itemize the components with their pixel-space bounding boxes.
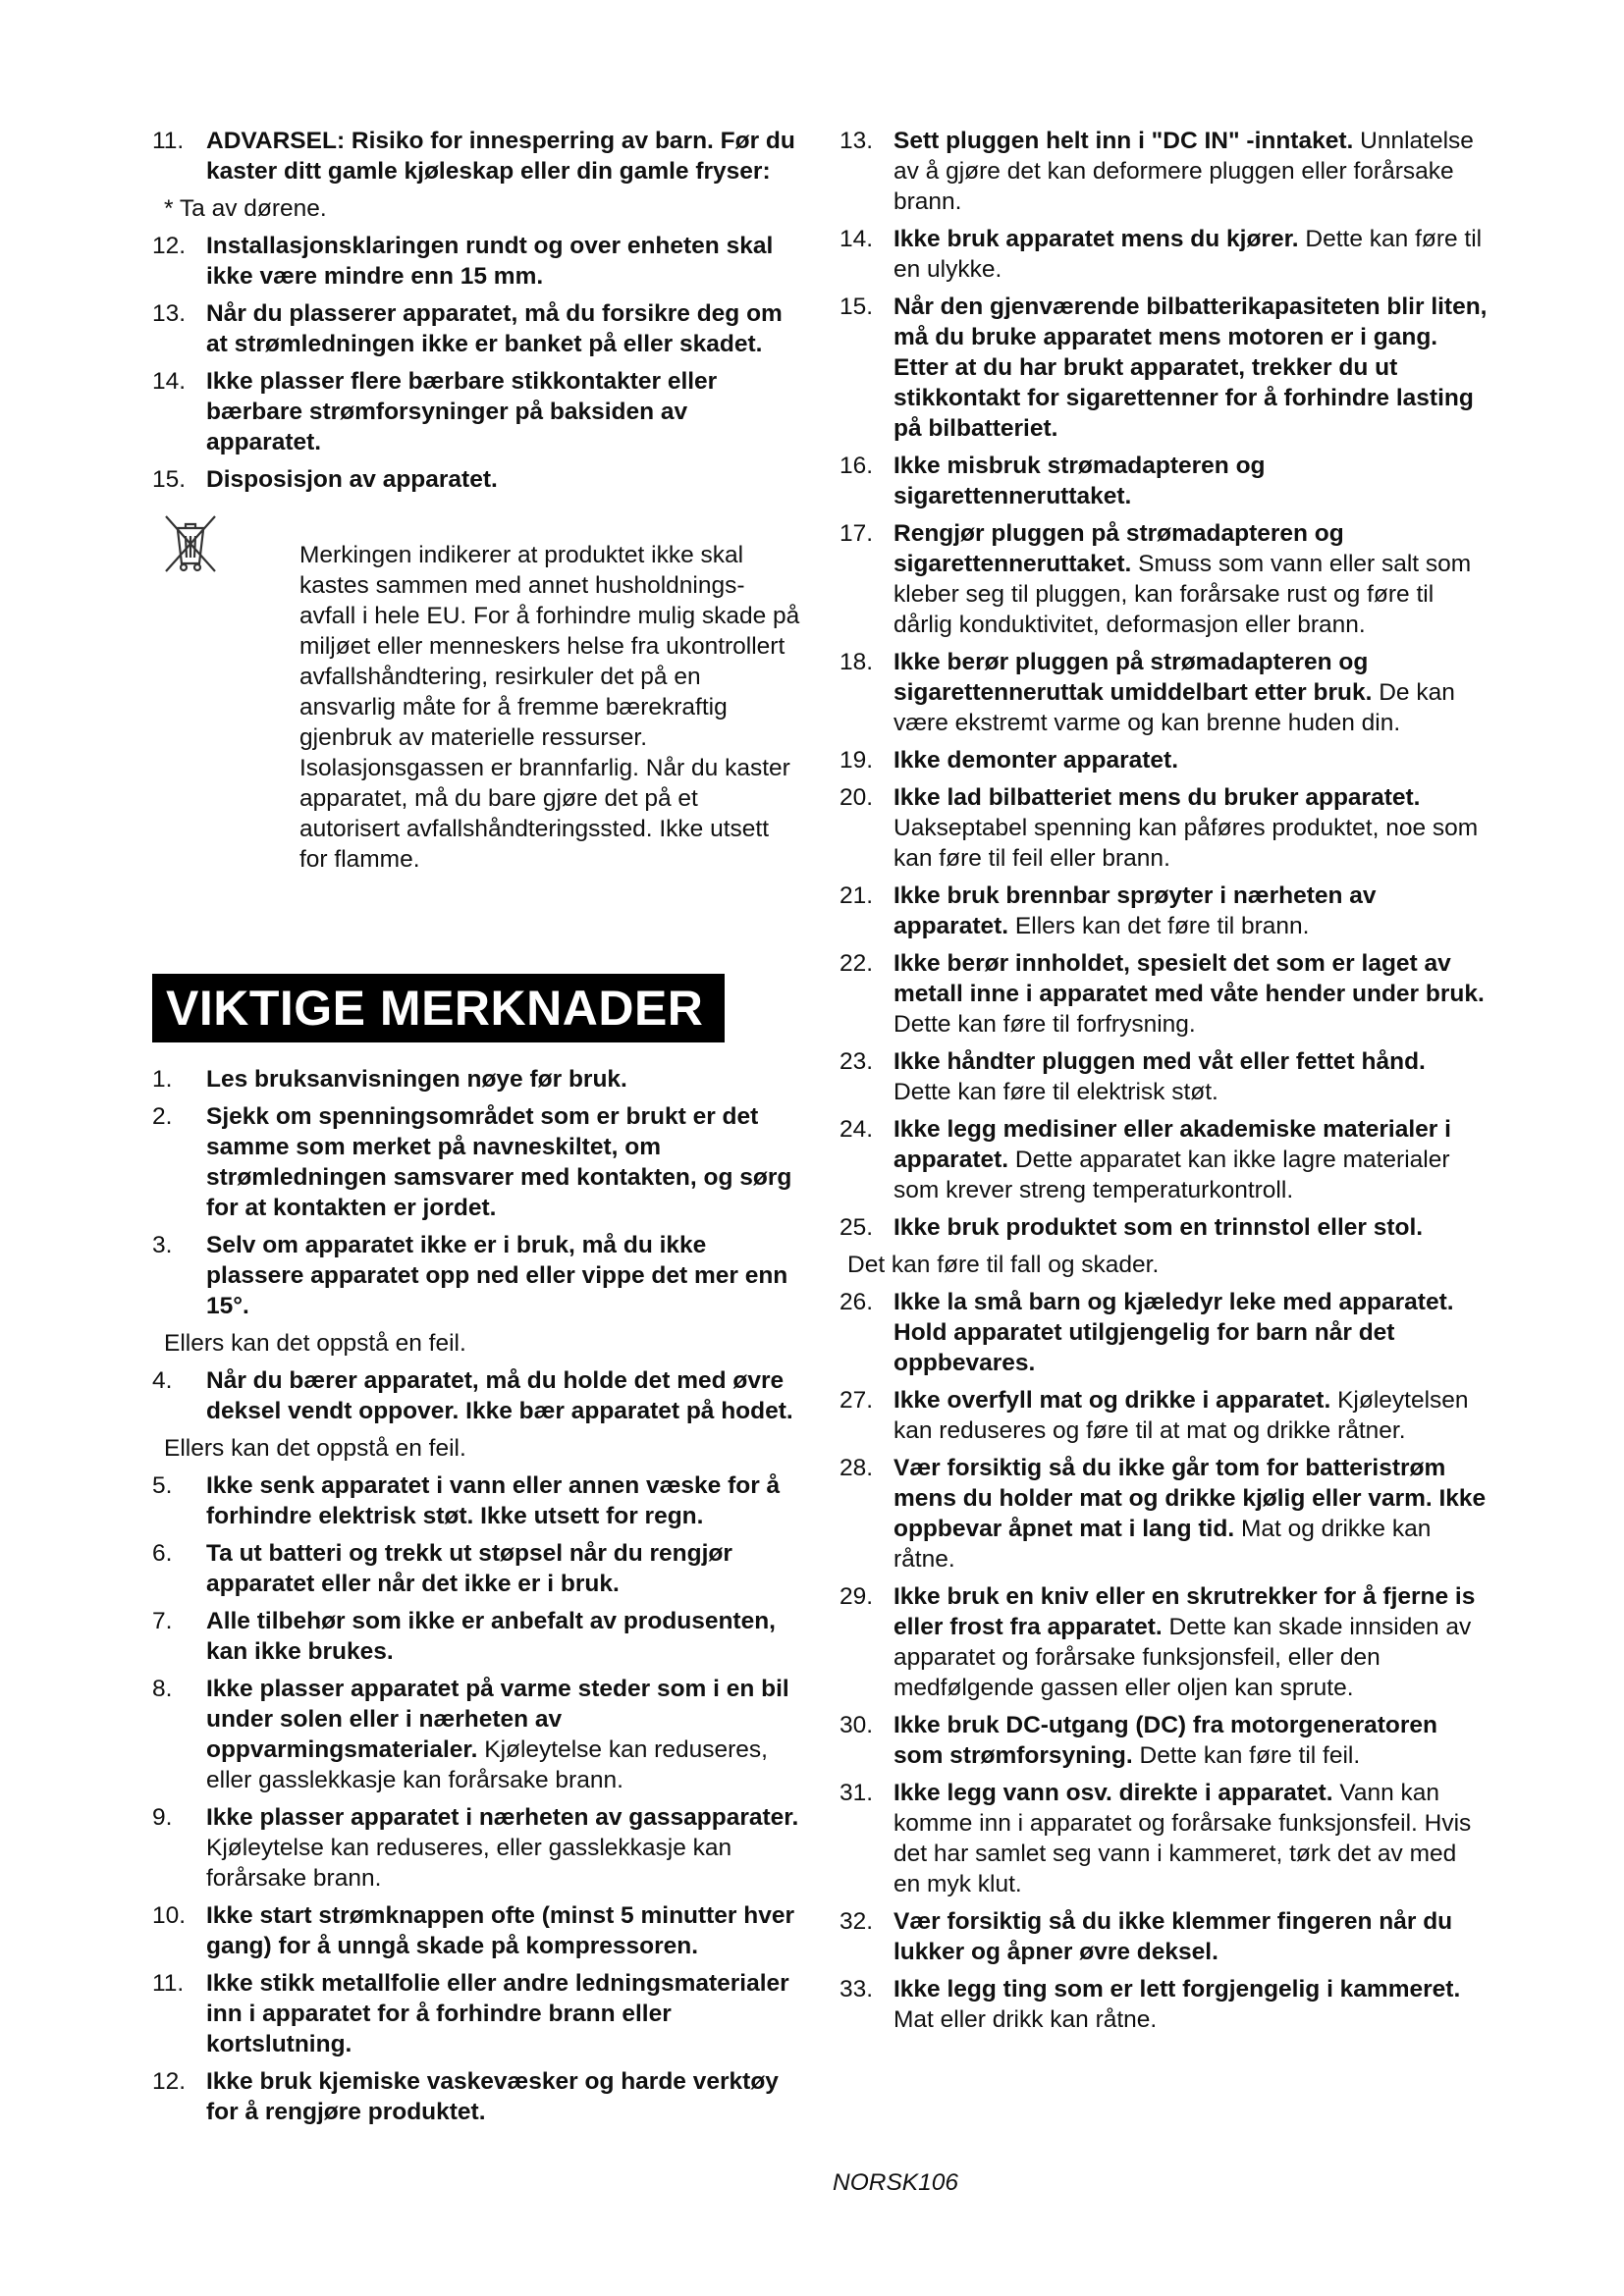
item-number: 23. bbox=[839, 1048, 874, 1075]
item-number: 19. bbox=[839, 747, 874, 774]
list-item bbox=[839, 126, 1488, 217]
item-number: 12. bbox=[152, 2068, 187, 2095]
item-number: 21. bbox=[839, 882, 874, 909]
item-bold-text: Ikke bruk DC-utgang (DC) fra motorgeneratoren som strømforsyning. bbox=[893, 1712, 1438, 1769]
item-number: 13. bbox=[152, 300, 187, 327]
list-item bbox=[152, 1064, 800, 1095]
list-item bbox=[152, 1968, 800, 2059]
item-plain-text: Smuss som vann eller salt som kleber seg til pluggen, kan forårsake rust og føre til dårlig konduktivitet, deformasjon eller brann. bbox=[893, 551, 1472, 638]
item-number: 6. bbox=[152, 1540, 173, 1567]
item-bold-text: Vær forsiktig så du ikke klemmer fingeren når du lukker og åpner øvre deksel. bbox=[893, 1908, 1453, 1965]
list-item bbox=[839, 1385, 1488, 1446]
list-item bbox=[152, 1230, 800, 1321]
list-item bbox=[839, 1046, 1488, 1107]
list-item bbox=[152, 2066, 800, 2127]
item-plain-text: Unnlatelse av å gjøre det kan deformere pluggen eller forårsake brann. bbox=[893, 128, 1474, 215]
item-number: 32. bbox=[839, 1908, 874, 1935]
list-note: Ellers kan det oppstå en feil. bbox=[164, 1435, 466, 1462]
item-number: 11. bbox=[152, 1970, 185, 1997]
item-bold-text: Disposisjon av apparatet. bbox=[206, 466, 498, 493]
item-bold-text: Ikke legg medisiner eller akademiske materialer i apparatet. bbox=[893, 1116, 1451, 1173]
list-note: Det kan føre til fall og skader. bbox=[847, 1252, 1160, 1278]
item-bold-text: Les bruksanvisningen nøye før bruk. bbox=[206, 1066, 627, 1093]
item-number: 9. bbox=[152, 1804, 173, 1831]
item-number: 31. bbox=[839, 1780, 874, 1806]
list-item bbox=[152, 366, 800, 457]
item-bold-text: Ikke bruk apparatet mens du kjører. bbox=[893, 226, 1299, 252]
item-number: 15. bbox=[839, 294, 874, 320]
item-bold-text: Ikke bruk kjemiske vaskevæsker og harde verktøy for å rengjøre produktet. bbox=[206, 2068, 779, 2125]
item-bold-text: Ikke plasser flere bærbare stikkontakter eller bærbare strømforsyninger på baksiden av apparatet. bbox=[206, 368, 718, 455]
weee-disposal-notice bbox=[152, 512, 800, 934]
item-bold-text: Ikke start strømknappen ofte (minst 5 minutter hver gang) for å unngå skade på kompressoren. bbox=[206, 1902, 795, 1959]
list-item bbox=[839, 782, 1488, 874]
item-number: 7. bbox=[152, 1608, 173, 1634]
item-number: 20. bbox=[839, 784, 874, 811]
important-notes-list bbox=[152, 1064, 800, 2127]
item-number: 3. bbox=[152, 1232, 173, 1258]
item-plain-text: Dette apparatet kan ikke lagre materialer som krever streng temperaturkontroll. bbox=[893, 1147, 1450, 1203]
list-item bbox=[839, 948, 1488, 1040]
list-item bbox=[839, 224, 1488, 285]
item-bold-text: Når den gjenværende bilbatterikapasiteten blir liten, må du bruke apparatet mens motoren er i gang. Etter at du har brukt apparatet, trekker du ut stikkontakt for sigarettenner for å forhindre lasting på bilbatteriet. bbox=[893, 294, 1488, 442]
item-number: 15. bbox=[152, 466, 187, 493]
list-item bbox=[839, 1974, 1488, 2035]
item-bold-text: Ikke legg ting som er lett forgjengelig i kammeret. bbox=[893, 1976, 1461, 2002]
item-bold-text: Vær forsiktig så du ikke går tom for batteristrøm mens du holder mat og drikke kjølig eller varm. Ikke oppbevar åpnet mat i lang tid. bbox=[893, 1455, 1487, 1542]
item-bold-text: Ikke lad bilbatteriet mens du bruker apparatet. bbox=[893, 784, 1421, 811]
list-item bbox=[152, 1674, 800, 1795]
item-plain-text: Dette kan føre til en ulykke. bbox=[893, 226, 1483, 283]
list-item bbox=[152, 231, 800, 292]
item-bold-text: ADVARSEL: Risiko for innesperring av barn. Før du kaster ditt gamle kjøleskap eller din gamle fryser: bbox=[206, 128, 795, 185]
item-plain-text: Kjøleytelsen kan reduseres og føre til at mat og drikke råtner. bbox=[893, 1387, 1469, 1444]
item-bold-text: Sjekk om spenningsområdet som er brukt er det samme som merket på navneskiltet, om strømledningen samsvarer med kontakten, og sørg for at kontakten er jordet. bbox=[206, 1103, 792, 1221]
item-bold-text: Ikke demonter apparatet. bbox=[893, 747, 1179, 774]
item-bold-text: Ikke bruk en kniv eller en skrutrekker for å fjerne is eller frost fra apparatet. bbox=[893, 1583, 1476, 1640]
list-item bbox=[839, 1287, 1488, 1378]
item-number: 14. bbox=[839, 226, 874, 252]
weee-disposal-text: Merkingen indikerer at produktet ikke skal kastes sammen med annet husholdnings-avfall i hele EU. For å forhindre mulig skade på miljøet eller menneskers helse fra ukontrollert avfallshåndtering, resirkuler det på en ansvarlig måte for å fremme bærekraftig gjenbruk av materielle ressurser. Isolasjonsgassen er brannfarlig. Når du kaster apparatet, må du bare gjøre det på et autorisert avfallshåndteringssted. Ikke utsett for flamme. bbox=[299, 542, 800, 873]
warning-list-continued bbox=[152, 126, 800, 495]
item-bold-text: Sett pluggen helt inn i "DC IN" -inntaket. bbox=[893, 128, 1354, 154]
item-bold-text: Ikke la små barn og kjæledyr leke med apparatet. Hold apparatet utilgjengelig for barn når det oppbevares. bbox=[893, 1289, 1454, 1376]
list-item bbox=[152, 1365, 800, 1426]
item-number: 28. bbox=[839, 1455, 874, 1481]
item-bold-text: Ikke berør innholdet, spesielt det som er laget av metall inne i apparatet med våte hender under bruk. bbox=[893, 950, 1485, 1007]
item-bold-text: Ikke misbruk strømadapteren og sigarettenneruttaket. bbox=[893, 453, 1266, 509]
list-item bbox=[152, 1606, 800, 1667]
item-number: 25. bbox=[839, 1214, 874, 1241]
item-bold-text: Ikke senk apparatet i vann eller annen væske for å forhindre elektrisk støt. Ikke utsett for regn. bbox=[206, 1472, 781, 1529]
list-item bbox=[839, 1778, 1488, 1899]
list-item bbox=[839, 1581, 1488, 1703]
item-bold-text: Alle tilbehør som ikke er anbefalt av produsenten, kan ikke brukes. bbox=[206, 1608, 776, 1665]
item-bold-text: Ikke stikk metallfolie eller andre ledningsmaterialer inn i apparatet for å forhindre brann eller kortslutning. bbox=[206, 1970, 789, 2057]
list-item bbox=[839, 1114, 1488, 1205]
list-item bbox=[839, 518, 1488, 640]
item-number: 12. bbox=[152, 233, 187, 259]
list-note: * Ta av dørene. bbox=[164, 195, 327, 222]
item-number: 16. bbox=[839, 453, 874, 479]
item-bold-text: Selv om apparatet ikke er i bruk, må du ikke plassere apparatet opp ned eller vippe det mer enn 15°. bbox=[206, 1232, 788, 1319]
item-number: 13. bbox=[839, 128, 874, 154]
list-item bbox=[839, 451, 1488, 511]
item-number: 10. bbox=[152, 1902, 187, 1929]
item-number: 18. bbox=[839, 649, 874, 675]
list-item bbox=[839, 1710, 1488, 1771]
list-item bbox=[839, 1453, 1488, 1575]
item-bold-text: Ikke berør pluggen på strømadapteren og sigarettenneruttak umiddelbart etter bruk. bbox=[893, 649, 1373, 706]
crossed-out-wheelie-bin-icon bbox=[162, 512, 219, 575]
list-item bbox=[839, 292, 1488, 444]
item-number: 2. bbox=[152, 1103, 173, 1130]
item-plain-text: De kan være ekstremt varme og kan brenne huden din. bbox=[893, 679, 1455, 736]
list-note: Ellers kan det oppstå en feil. bbox=[164, 1330, 466, 1357]
list-item bbox=[839, 881, 1488, 941]
item-bold-text: Ikke bruk produktet som en trinnstol eller stol. bbox=[893, 1214, 1424, 1241]
list-item bbox=[152, 298, 800, 359]
item-number: 33. bbox=[839, 1976, 874, 2002]
item-plain-text: Kjøleytelse kan reduseres, eller gasslekkasje kan forårsake brann. bbox=[206, 1736, 768, 1793]
list-item bbox=[152, 1101, 800, 1223]
item-bold-text: Ikke overfyll mat og drikke i apparatet. bbox=[893, 1387, 1331, 1414]
item-plain-text: Vann kan komme inn i apparatet og forårsake funksjonsfeil. Hvis det har samlet seg vann i kammeret, tørk det av med en myk klut. bbox=[893, 1780, 1472, 1897]
section-heading: VIKTIGE MERKNADER bbox=[152, 974, 725, 1042]
item-number: 30. bbox=[839, 1712, 874, 1738]
item-number: 17. bbox=[839, 520, 874, 547]
list-item bbox=[839, 1212, 1488, 1243]
item-bold-text: Ikke legg vann osv. direkte i apparatet. bbox=[893, 1780, 1333, 1806]
important-notes-list-continued bbox=[839, 126, 1488, 2035]
item-plain-text: Dette kan skade innsiden av apparatet og forårsake funksjonsfeil, eller den medfølgende gassen eller oljen kan sprute. bbox=[893, 1614, 1472, 1701]
item-number: 24. bbox=[839, 1116, 874, 1143]
item-plain-text: Dette kan føre til elektrisk støt. bbox=[893, 1079, 1218, 1105]
left-column bbox=[152, 126, 800, 2134]
item-bold-text: Ikke håndter pluggen med våt eller fettet hånd. bbox=[893, 1048, 1426, 1075]
item-number: 22. bbox=[839, 950, 874, 977]
item-plain-text: Kjøleytelse kan reduseres, eller gasslekkasje kan forårsake brann. bbox=[206, 1835, 732, 1892]
item-number: 27. bbox=[839, 1387, 874, 1414]
list-item bbox=[152, 464, 800, 495]
page-footer: NORSK106 bbox=[833, 2169, 959, 2196]
list-item bbox=[152, 1470, 800, 1531]
item-bold-text: Når du bærer apparatet, må du holde det med øvre deksel vendt oppover. Ikke bær apparatet på hodet. bbox=[206, 1367, 793, 1424]
item-bold-text: Ta ut batteri og trekk ut støpsel når du rengjør apparatet eller når det ikke er i bruk. bbox=[206, 1540, 732, 1597]
item-bold-text: Ikke plasser apparatet på varme steder som i en bil under solen eller i nærheten av oppvarmingsmaterialer. bbox=[206, 1676, 789, 1763]
list-item bbox=[839, 745, 1488, 775]
item-number: 14. bbox=[152, 368, 187, 395]
item-plain-text: Dette kan føre til feil. bbox=[1139, 1742, 1361, 1769]
item-number: 8. bbox=[152, 1676, 173, 1702]
item-number: 11. bbox=[152, 128, 185, 154]
item-bold-text: Ikke plasser apparatet i nærheten av gassapparater. bbox=[206, 1804, 799, 1831]
list-item bbox=[152, 1802, 800, 1894]
list-item bbox=[152, 1538, 800, 1599]
list-item bbox=[839, 1906, 1488, 1967]
list-item bbox=[839, 647, 1488, 738]
item-number: 26. bbox=[839, 1289, 874, 1315]
item-number: 29. bbox=[839, 1583, 874, 1610]
item-bold-text: Ikke bruk brennbar sprøyter i nærheten av apparatet. bbox=[893, 882, 1377, 939]
item-number: 5. bbox=[152, 1472, 173, 1499]
list-item bbox=[152, 126, 800, 187]
item-bold-text: Installasjonsklaringen rundt og over enheten skal ikke være mindre enn 15 mm. bbox=[206, 233, 774, 290]
item-plain-text: Mat eller drikk kan råtne. bbox=[893, 2006, 1158, 2033]
item-plain-text: Dette kan føre til forfrysning. bbox=[893, 1011, 1196, 1038]
item-plain-text: Uakseptabel spenning kan påføres produktet, noe som kan føre til feil eller brann. bbox=[893, 815, 1479, 872]
item-bold-text: Når du plasserer apparatet, må du forsikre deg om at strømledningen ikke er banket på eller skadet. bbox=[206, 300, 783, 357]
item-bold-text: Rengjør pluggen på strømadapteren og sigarettenneruttaket. bbox=[893, 520, 1344, 577]
item-number: 1. bbox=[152, 1066, 173, 1093]
item-plain-text: Ellers kan det føre til brann. bbox=[1014, 913, 1310, 939]
item-number: 4. bbox=[152, 1367, 173, 1394]
right-column bbox=[839, 126, 1488, 2042]
item-plain-text: Mat og drikke kan råtne. bbox=[893, 1516, 1432, 1573]
list-item bbox=[152, 1900, 800, 1961]
